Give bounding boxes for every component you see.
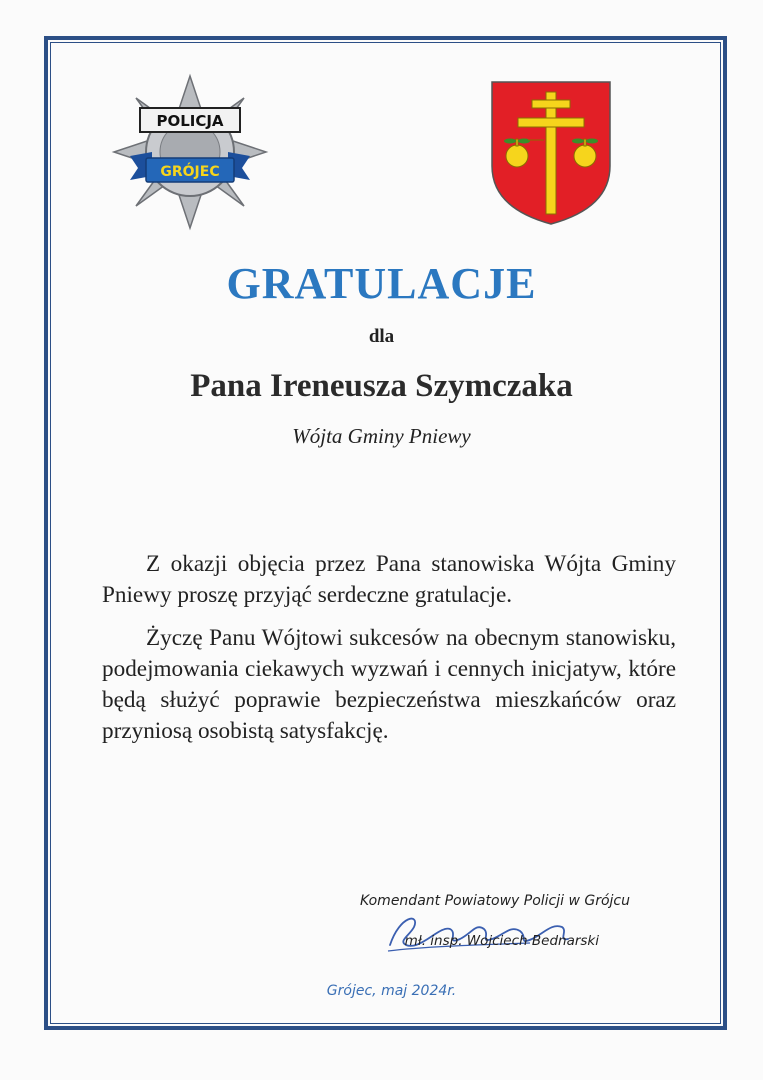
recipient-name: Pana Ireneusza Szymczaka	[190, 368, 573, 404]
paragraph-1: Z okazji objęcia przez Pana stanowiska Wójta Gminy Pniewy proszę przyjąć serdeczne gratulacje.	[102, 551, 676, 608]
badge-bottom-text: GRÓJEC	[160, 164, 220, 180]
for-label: dla	[368, 326, 395, 347]
document-title: GRATULACJE	[226, 259, 537, 308]
coat-of-arms-logo	[488, 78, 614, 228]
police-badge-logo	[110, 72, 270, 232]
recipient-role: Wójta Gminy Pniewy	[292, 424, 471, 448]
badge-top-text: POLICJA	[156, 112, 224, 130]
paragraph-2: Życzę Panu Wójtowi sukcesów na obecnym stanowisku, podejmowania ciekawych wyzwań i cennych inicjatyw, które będą służyć poprawie bezpieczeństwa mieszkańców oraz przyniosą osobistą satysfakcję.	[102, 625, 676, 744]
signatory-name: mł. insp. Wojciech Bednarski	[404, 933, 599, 949]
letter-body	[102, 549, 676, 759]
signatory-title: Komendant Powiatowy Policji w Grójcu	[359, 893, 630, 909]
place-date: Grójec, maj 2024r.	[326, 983, 457, 999]
